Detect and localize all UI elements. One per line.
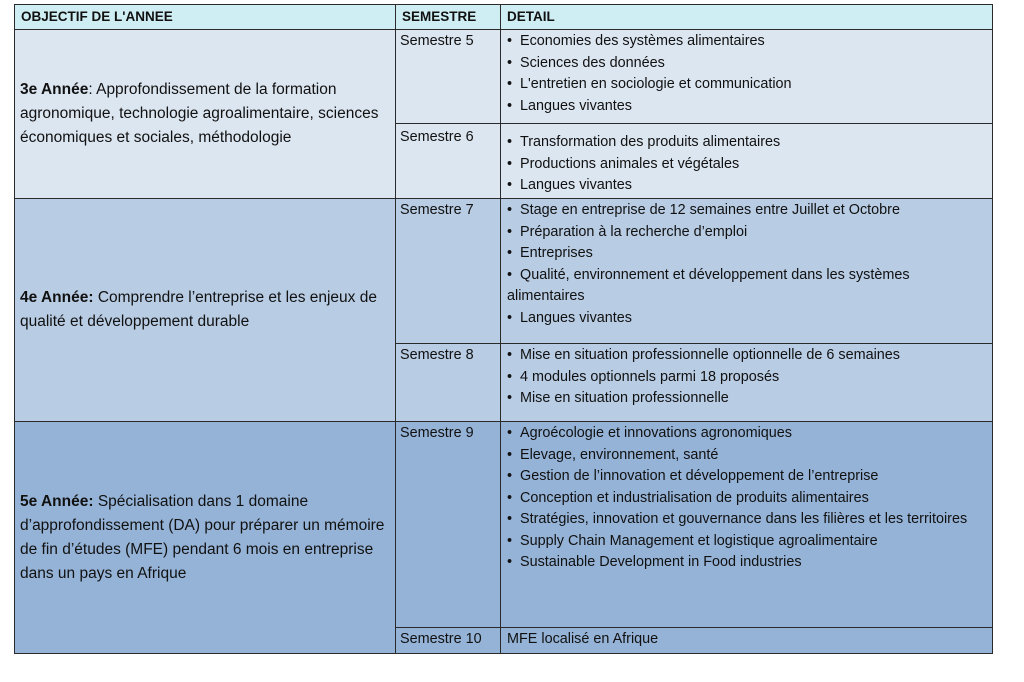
list-item: • Conception et industrialisation de produits alimentaires [507, 489, 869, 506]
list-item: • Productions animales et végétales [507, 155, 740, 172]
list-item: • Langues vivantes [507, 309, 633, 326]
year-label: 3e Année [20, 81, 89, 98]
header-semestre: SEMESTRE [396, 5, 501, 30]
list-item: • L'entretien en sociologie et communication [507, 76, 792, 92]
header-detail: DETAIL [501, 5, 993, 30]
list-item: • Economies des systèmes alimentaires [507, 33, 765, 49]
semester-detail [501, 344, 993, 422]
header-row [15, 5, 993, 30]
semester-name: Semestre 8 [396, 344, 501, 422]
list-item: • Stratégies, innovation et gouvernance dans les filières et les territoires [507, 511, 968, 527]
year-label: 4e Année: [20, 289, 94, 306]
table-row [15, 30, 993, 124]
semester-name: Semestre 9 [396, 422, 501, 628]
list-item: • Elevage, environnement, santé [507, 446, 719, 463]
semester-detail [501, 124, 993, 199]
list-item: • Sustainable Development in Food industries [507, 554, 802, 570]
semester-detail [501, 422, 993, 628]
semester-detail: MFE localisé en Afrique [501, 628, 993, 654]
list-item: • Gestion de l’innovation et développement de l’entreprise [507, 468, 879, 484]
year-objective [15, 199, 396, 422]
semester-detail [501, 199, 993, 344]
list-item: • 4 modules optionnels parmi 18 proposés [507, 368, 780, 385]
table-row [15, 422, 993, 628]
list-item: • Sciences des données [507, 54, 665, 71]
header-objectif: OBJECTIF DE L'ANNEE [15, 5, 396, 30]
year-text: Comprendre l’entreprise et les enjeux de qualité et développement durable [20, 289, 377, 330]
list-item: • Supply Chain Management et logistique agroalimentaire [507, 532, 878, 549]
semester-name: Semestre 7 [396, 199, 501, 344]
list-item: • Langues vivantes [507, 97, 633, 114]
list-item: • Préparation à la recherche d’emploi [507, 223, 748, 240]
list-item: • Mise en situation professionnelle optionnelle de 6 semaines [507, 347, 900, 363]
year-label: 5e Année: [20, 492, 94, 510]
list-item: • Qualité, environnement et développement dans les systèmes alimentaires [507, 266, 910, 304]
year-text: : Approfondissement de la formation agronomique, technologie agroalimentaire, sciences économiques et sociales, méthodologie [20, 81, 379, 146]
semester-name: Semestre 6 [396, 124, 501, 199]
semester-name: Semestre 5 [396, 30, 501, 124]
semester-detail [501, 30, 993, 124]
list-item: • Agroécologie et innovations agronomiques [507, 425, 793, 441]
list-item: • Entreprises [507, 245, 593, 261]
list-item: • Langues vivantes [507, 177, 633, 193]
year-objective [15, 422, 396, 654]
curriculum-table [14, 4, 993, 654]
list-item: • Mise en situation professionnelle [507, 390, 729, 406]
year-text: Spécialisation dans 1 domaine d’approfondissement (DA) pour préparer un mémoire de fin d’études (MFE) pendant 6 mois en entreprise dans un pays en Afrique [20, 492, 385, 582]
year-objective [15, 30, 396, 199]
semester-name: Semestre 10 [396, 628, 501, 654]
list-item: • Transformation des produits alimentaires [507, 134, 781, 150]
table-row [15, 199, 993, 344]
list-item: • Stage en entreprise de 12 semaines entre Juillet et Octobre [507, 202, 900, 218]
